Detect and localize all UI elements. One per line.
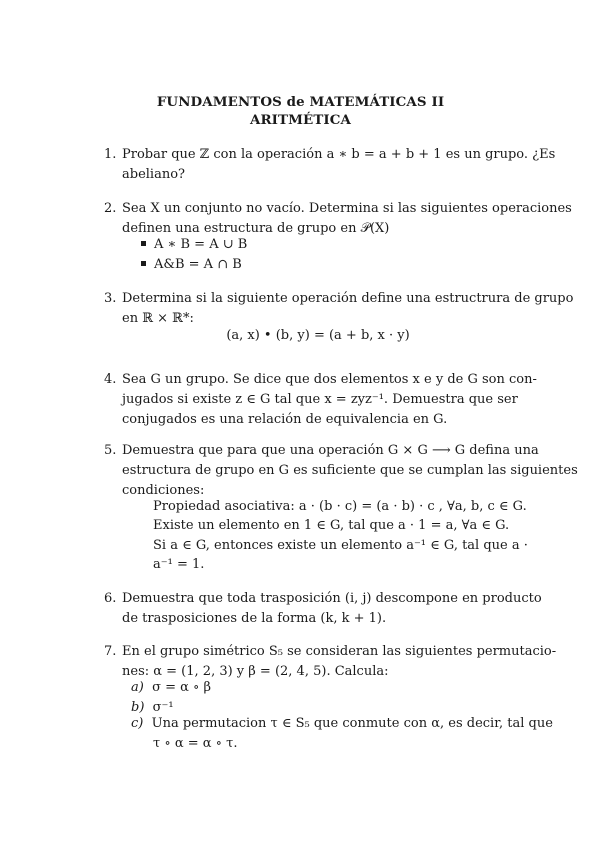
problem-number-6: 6. xyxy=(104,591,117,606)
bullet-text: A ∗ B = A ∪ B xyxy=(154,237,248,252)
bullet-item xyxy=(141,237,247,252)
part-c-cont: τ ∘ α = α ∘ τ. xyxy=(153,736,238,751)
problem-number-2: 2. xyxy=(104,201,117,216)
problem-number-7: 7. xyxy=(104,644,117,659)
problem-number-4: 4. xyxy=(104,372,117,387)
problem-7-text xyxy=(122,642,557,682)
problem-1-line: abeliano? xyxy=(122,167,186,182)
part-text: σ⁻¹ xyxy=(152,700,174,715)
part-text: Una permutacion τ ∈ S₅ que conmute con α, es decir, tal que xyxy=(151,716,553,731)
problem-5-line: Demuestra que para que una operación G × G ⟶ G defina una xyxy=(122,443,539,458)
problem-2-line: definen una estructura de grupo en 𝒫(X) xyxy=(122,221,390,236)
problem-5-line: estructura de grupo en G es suficiente que se cumplan las siguientes xyxy=(122,463,578,478)
document-title: FUNDAMENTOS de MATEMÁTICAS II xyxy=(156,94,445,110)
condition-associative: Propiedad asociativa: a · (b · c) = (a · b) · c , ∀a, b, c ∈ G. xyxy=(153,499,527,514)
part-a xyxy=(131,680,211,695)
condition-inverse: Si a ∈ G, entonces existe un elemento a⁻¹ ∈ G, tal que a · xyxy=(153,538,528,553)
problem-5-text xyxy=(122,441,578,501)
problem-6-text xyxy=(122,589,542,629)
problem-2-text xyxy=(122,199,572,239)
bullet-item xyxy=(141,257,242,272)
problem-3-text xyxy=(122,289,574,329)
problem-3-line: Determina si la siguiente operación define una estructrura de grupo xyxy=(122,291,574,306)
bullet-icon xyxy=(141,261,146,266)
problem-4-text xyxy=(122,370,537,430)
problem-1-text xyxy=(122,145,556,185)
part-label: b) xyxy=(131,700,145,715)
problem-1-line: Probar que ℤ con la operación a ∗ b = a + b + 1 es un grupo. ¿Es xyxy=(122,147,556,162)
bullet-icon xyxy=(141,241,146,246)
problem-4-line: Sea G un grupo. Se dice que dos elementos x e y de G son con- xyxy=(122,372,537,387)
problem-number-1: 1. xyxy=(104,147,117,162)
problem-2-line: Sea X un conjunto no vacío. Determina si las siguientes operaciones xyxy=(122,201,572,216)
problem-7-line: En el grupo simétrico S₅ se consideran las siguientes permutacio- xyxy=(122,644,557,659)
problem-6-line: de trasposiciones de la forma (k, k + 1). xyxy=(122,611,387,626)
problem-number-5: 5. xyxy=(104,443,117,458)
part-label: c) xyxy=(131,716,144,731)
problem-3-formula: (a, x) • (b, y) = (a + b, x · y) xyxy=(226,328,410,343)
problem-7-line: nes: α = (1, 2, 3) y β = (2, 4, 5). Calcula: xyxy=(122,664,389,679)
part-c xyxy=(131,716,553,731)
condition-identity: Existe un elemento en 1 ∈ G, tal que a · 1 = a, ∀a ∈ G. xyxy=(153,518,510,533)
part-b xyxy=(131,700,174,715)
problem-number-3: 3. xyxy=(104,291,117,306)
problem-4-line: conjugados es una relación de equivalencia en G. xyxy=(122,412,448,427)
problem-3-line: en ℝ × ℝ*: xyxy=(122,311,194,326)
part-label: a) xyxy=(131,680,144,695)
part-text: σ = α ∘ β xyxy=(152,680,212,695)
problem-4-line: jugados si existe z ∈ G tal que x = zyz⁻¹. Demuestra que ser xyxy=(122,392,518,407)
condition-inverse-cont: a⁻¹ = 1. xyxy=(153,557,205,572)
problem-5-line: condiciones: xyxy=(122,483,205,498)
problem-6-line: Demuestra que toda trasposición (i, j) descompone en producto xyxy=(122,591,542,606)
document-subtitle: ARITMÉTICA xyxy=(249,112,352,128)
bullet-text: A&B = A ∩ B xyxy=(154,257,242,272)
